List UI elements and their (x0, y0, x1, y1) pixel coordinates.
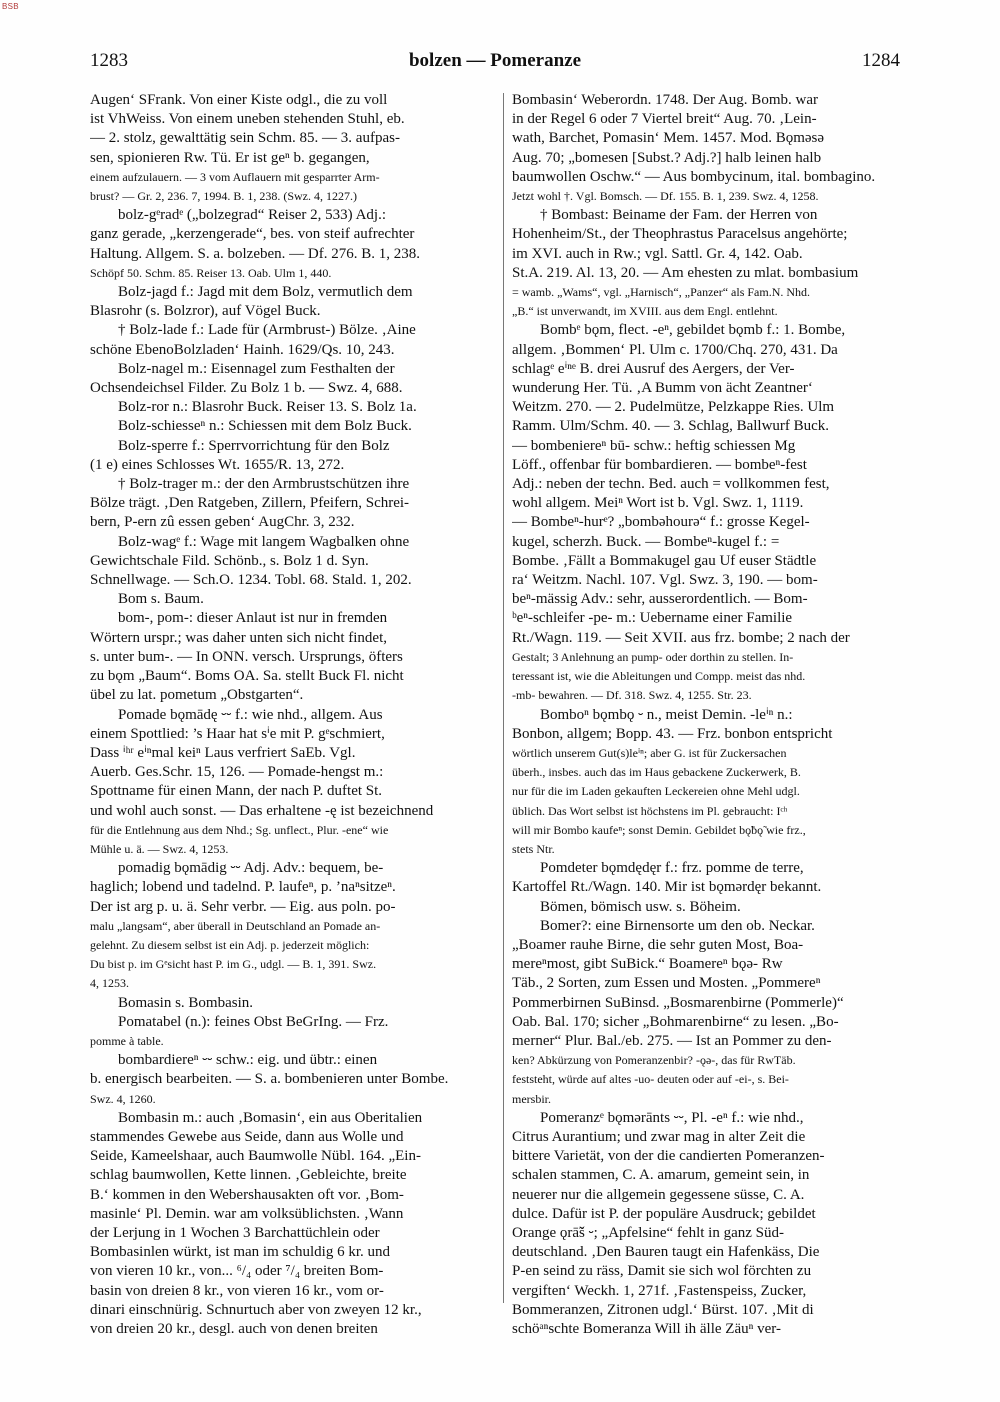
right-text-line: will mir Bombo kaufeⁿ; sonst Demin. Gebildet bǫ̃bǫ̃ wie frz., (512, 822, 806, 837)
column-divider (503, 93, 504, 1303)
right-text-line: nur für die im Laden gekauften Leckereien ohne Mehl udgl. (512, 784, 800, 799)
right-text-line: Oab. Bal. 170; sicher „Bohmarenbirne“ zu lesen. „Bo- (512, 1013, 839, 1030)
left-text-line: (1 e) eines Schlosses Wt. 1655/R. 13, 272. (90, 456, 345, 473)
page-number-left: 1283 (90, 50, 128, 71)
left-text-line: malu „langsam“, aber überall in Deutschland an Pomade an- (90, 918, 381, 933)
right-text-line: ken? Abkürzung von Pomeranzenbir? -ǫə-, das für RwTäb. (512, 1053, 796, 1068)
right-text-line: Bombᵉ bǫm, flect. -eⁿ, gebildet bǫmb f.: 1. Bombe, (540, 322, 846, 339)
left-text-line: b. energisch bearbeiten. — S. a. bombenieren unter Bombe. (90, 1071, 449, 1088)
left-text-line: der Lerjung in 1 Wochen 3 Barchattüchlein oder (90, 1224, 380, 1241)
right-text-line: wörtlich unserem Gut(s)leⁱⁿ; aber G. ist für Zuckersachen (512, 745, 787, 760)
left-text-line: für die Entlehnung aus dem Nhd.; Sg. unflect., Plur. -ene“ wie (90, 822, 389, 837)
right-text-line: Bomboⁿ bǫmbǫ ⏑ n., meist Demin. -leⁱⁿ n.: (540, 706, 793, 723)
left-text-line: Wörtern urspr.; was daher unten sich nicht findet, (90, 629, 387, 646)
right-text-line: Aug. 70; „bomesen [Subst.? Adj.?] halb leinen halb (512, 149, 822, 166)
right-text-line: üblich. Das Wort selbst ist höchstens im Pl. gebraucht: Iᶜʰ (512, 803, 788, 818)
right-text-line: dulce. Dafür ist P. der populäre Ausdruck; gebildet (512, 1205, 816, 1222)
left-text-line: pomme à table. (90, 1033, 164, 1048)
left-text-line: † Bolz-lade f.: Lade für (Armbrust-) Bölze. ‚Aine (118, 322, 416, 339)
left-text-line: Dass ⁱʰʳ eⁱⁿmal keiⁿ Laus verfriert SaEb. Vgl. (90, 744, 356, 761)
left-text-line: Seide, Kameelshaar, auch Baumwolle Nübl. 164. „Ein- (90, 1148, 421, 1165)
right-text-line: neuerer nur die allgemein gegessene süsse, C. A. (512, 1186, 805, 1203)
right-text-line: überh., insbes. auch das im Haus gebackene Zuckerwerk, B. (512, 765, 801, 780)
right-text-line: Bombasin‘ Weberordn. 1748. Der Aug. Bomb. war (512, 92, 818, 108)
left-text-line: ganz gerade, „kerzengerade“, bes. von steif aufrechter (90, 226, 415, 243)
right-text-line: feststeht, würde auf altes -uo- deuten oder auf -ei-, s. Bei- (512, 1072, 789, 1087)
left-text-line: s. unter bum-. — In ONN. versch. Ursprungs, öfters (90, 648, 403, 665)
left-text-line: Bom s. Baum. (118, 591, 204, 608)
right-text-line: St.A. 219. Al. 13, 20. — Am ehesten zu mlat. bombasium (512, 264, 859, 281)
right-text-line: Weitzm. 270. — 2. Pudelmütze, Pelzkappe Ries. Ulm (512, 399, 835, 416)
left-column-text (90, 91, 496, 1339)
left-text-line: B.‘ kommen in den Webershausakten oft vor. ‚Bom- (90, 1186, 404, 1203)
left-text-line: Bomasin s. Bombasin. (118, 994, 254, 1011)
right-text-line: Jetzt wohl †. Vgl. Bomsch. — Df. 155. B. 1, 239. Swz. 4, 1258. (512, 189, 819, 204)
left-text-line: Pomatabel (n.): feines Obst BeGrIng. — Frz. (118, 1013, 389, 1030)
right-text-line: Gestalt; 3 Anlehnung an pump- oder dorthin zu stellen. In- (512, 649, 794, 664)
right-text-line: Hohenheim/St., der Theophrastus Paracelsus angehörte; (512, 226, 848, 243)
right-text-line: Pomeranzᵉ bǫmərānts ⏑⏑, Pl. -eⁿ f.: wie nhd., (540, 1109, 804, 1126)
left-text-line: einem aufzulauern. — 3 vom Auflauern mit gesparrter Arm- (90, 169, 380, 184)
left-text-line: Pomade bǫmādę ⏑⏑ f.: wie nhd., allgem. Aus (118, 706, 383, 723)
left-text-line: von dreien 20 kr., desgl. auch von denen breiten (90, 1321, 378, 1337)
right-text-line: baumwollen Oschw.“ — Aus bombycinum, ital. bombagino. (512, 168, 876, 185)
left-text-line: Bolz-ror n.: Blasrohr Buck. Reiser 13. S. Bolz 1a. (118, 399, 417, 416)
right-text-line: wohl allgem. Meiⁿ Wort ist b. Vgl. Swz. 1, 1119. (512, 495, 804, 512)
left-text-line: Blasrohr (s. Bolzror), auf Vögel Buck. (90, 303, 321, 320)
left-text-line: übel zu lat. pometum „Obstgarten“. (90, 687, 304, 704)
right-text-line: Adj.: neben der techn. Bed. auch = vollkommen fest, (512, 476, 830, 493)
left-text-line: Bolz-jagd f.: Jagd mit dem Bolz, vermutlich dem (118, 284, 413, 301)
right-text-line: ra‘ Weitzm. Nachl. 107. Vgl. Swz. 3, 190. — bom- (512, 572, 818, 589)
right-column-text (512, 91, 918, 1339)
left-text-line: Schöpf 50. Schm. 85. Reiser 13. Oab. Ulm 1, 440. (90, 265, 332, 280)
right-text-line: schalen stammen, C. A. amarum, gemeint sein, in (512, 1167, 810, 1184)
right-text-line: teressant ist, wie die Ableitungen und Compp. meist das nhd. (512, 669, 806, 684)
right-text-line: allgem. ‚Bommen‘ Pl. Ulm c. 1700/Chq. 270, 431. Da (512, 341, 838, 358)
library-stamp: BSB (2, 2, 19, 11)
right-text-line: beⁿ-mässig Adv.: sehr, ausserordentlich. — Bom- (512, 591, 808, 608)
right-text-line: deutschland. ‚Den Bauren taugt ein Hafenkäss, Die (512, 1244, 820, 1261)
left-text-line: Haltung. Allgem. S. a. bolzeben. — Df. 276. B. 1, 238. (90, 245, 420, 262)
left-text-line: bolz-gᵉradᵉ („bolzegrad“ Reiser 2, 533) Adj.: (118, 207, 387, 224)
left-text-line: Bölze trägt. ‚Den Ratgeben, Zillern, Pfeifern, Schrei- (90, 495, 410, 512)
right-text-line: bittere Varietät, von der die candierten Pomeranzen- (512, 1148, 825, 1165)
left-text-line: Bombasin m.: auch ‚Bomasin‘, ein aus Oberitalien (118, 1109, 423, 1126)
left-text-line: dinari einschnürig. Schnurtuch aber von zweyen 12 kr., (90, 1301, 422, 1318)
left-text-line: 4, 1253. (90, 976, 129, 991)
right-text-line: Bonbon, allgem; Bopp. 43. — Frz. bonbon entspricht (512, 725, 833, 742)
left-text-line: Spottname für einen Mann, der nach P. duftet St. (90, 783, 383, 800)
left-text-line: basin von dreien 8 kr., von vieren 16 kr., vom or- (90, 1282, 384, 1299)
left-text-line: pomadig bǫmādig ⏑⏑ Adj. Adv.: bequem, be- (118, 860, 384, 877)
left-text-line: ist VhWeiss. Von einem uneben stehenden Stuhl, eb. (90, 111, 405, 128)
left-text-line: Bolz-sperre f.: Sperrvorrichtung für den Bolz (118, 437, 390, 454)
right-text-line: † Bombast: Beiname der Fam. der Herren von (540, 207, 818, 224)
left-text-line: Bombasinlen würkt, ist man im schuldig 6 kr. und (90, 1244, 390, 1261)
right-text-line: wath, Barchet, Pomasin‘ Mem. 1457. Mod. Bǫməsə (512, 130, 825, 147)
left-text-line: von vieren 10 kr., von... ⁶/₄ oder ⁷/₄ breiten Bom- (90, 1263, 384, 1280)
right-text-line: -mb- bewahren. — Df. 318. Swz. 4, 1255. Str. 23. (512, 688, 752, 703)
left-text-line: bern, P-ern zû essen geben‘ AugChr. 3, 232. (90, 514, 355, 531)
right-text-line: ᵇeⁿ-schleifer -pe- m.: Uebername einer Familie (512, 610, 793, 627)
right-text-line: Kartoffel Rt./Wagn. 140. Mir ist bǫmərdęr bekannt. (512, 879, 822, 896)
page-number-right: 1284 (862, 50, 900, 71)
right-text-line: kugel, scherzh. Buck. — Bombeⁿ-kugel f.: = (512, 533, 780, 550)
page-header (90, 50, 900, 78)
left-text-line: masinle‘ Pl. Demin. war am volksüblichsten. ‚Wann (90, 1205, 404, 1222)
right-column (512, 91, 918, 1339)
left-text-line: stammendes Gewebe aus Seide, dann aus Wolle und (90, 1128, 404, 1145)
right-text-line: in der Regel 6 oder 7 Viertel breit“ Aug. 70. ‚Lein- (512, 111, 817, 128)
right-text-line: „B.“ ist unverwandt, im XVIII. aus dem Engl. entlehnt. (512, 304, 778, 319)
right-text-line: mereⁿmost, gibt SuBick.“ Boamereⁿ bǫə- Rw (512, 956, 783, 973)
right-text-line: „Boamer rauhe Birne, die sehr guten Most, Boa- (512, 936, 804, 953)
left-text-line: und wohl auch sonst. — Das erhaltene -ę ist bezeichnend (90, 802, 434, 819)
right-text-line: — bombeniereⁿ bū- schw.: heftig schiessen Mg (512, 437, 796, 454)
left-text-line: brust? — Gr. 2, 236. 7, 1994. B. 1, 238. (Swz. 4, 1227.) (90, 189, 357, 204)
left-text-line: Augen‘ SFrank. Von einer Kiste odgl., die zu voll (90, 92, 388, 108)
left-text-line: Schnellwage. — Sch.O. 1234. Tobl. 68. Stald. 1, 202. (90, 572, 412, 589)
right-text-line: schöᵃⁿschte Bomeranza Will ih älle Zäuⁿ ver- (512, 1321, 781, 1337)
right-text-line: Orange ǫrā̃š ⏑; „Apfelsine“ fehlt in ganz Süd- (512, 1224, 784, 1241)
left-text-line: Ochsendeichsel Filder. Zu Bolz 1 b. — Swz. 4, 688. (90, 380, 403, 397)
left-text-line: Mühle u. ä. — Swz. 4, 1253. (90, 841, 229, 856)
right-text-line: Bömen, bömisch usw. s. Böheim. (540, 898, 741, 915)
left-text-line: † Bolz-trager m.: der den Armbrustschützen ihre (118, 476, 410, 493)
left-text-line: Bolz-schiesseⁿ n.: Schiessen mit dem Bolz Buck. (118, 418, 412, 435)
right-text-line: P-en seind zu räss, Damit sie sich wol förchten zu (512, 1263, 812, 1280)
left-text-line: sen, spionieren Rw. Tü. Er ist geⁿ b. gegangen, (90, 149, 370, 166)
left-text-line: Bolz-wagᵉ f.: Wage mit langem Wagbalken ohne (118, 533, 410, 550)
right-text-line: Citrus Aurantium; und zwar mag in alter Zeit die (512, 1128, 806, 1145)
left-text-line: schöne EbenoBolzladen‘ Hainh. 1629/Qs. 10, 243. (90, 341, 395, 358)
right-text-line: Bommeranzen, Zitronen udgl.‘ Bürst. 107. ‚Mit di (512, 1301, 814, 1318)
right-text-line: Ramm. Ulm/Schm. 40. — 3. Schlag, Ballwurf Buck. (512, 418, 830, 435)
left-text-line: Gewichtschale Fild. Schönb., s. Bolz 1 d. Syn. (90, 552, 369, 569)
right-text-line: stets Ntr. (512, 841, 555, 856)
left-text-line: Der ist arg p. u. ä. Sehr verbr. — Eig. aus poln. po- (90, 898, 396, 915)
left-text-line: — 2. stolz, gewalttätig sein Schm. 85. — 3. aufpas- (90, 130, 400, 147)
right-text-line: wunderung Her. Tü. ‚A Bumm von ächt Zeantner‘ (512, 380, 813, 397)
left-text-line: Auerb. Ges.Schr. 15, 126. — Pomade-hengst m.: (90, 764, 384, 781)
right-text-line: Rt./Wagn. 119. — Seit XVII. aus frz. bombe; 2 nach der (512, 629, 850, 646)
left-text-line: haglich; lobend und tadelnd. P. laufeⁿ, p. ’naⁿsitzeⁿ. (90, 879, 396, 896)
right-text-line: Bombe. ‚Fällt a Bommakugel gau Uf euser Städtle (512, 552, 817, 569)
left-text-line: schlag baumwollen, Kette linnen. ‚Gebleichte, breite (90, 1167, 407, 1184)
right-text-line: Pommerbirnen SuBinsd. „Bosmarenbirne (Pommerle)“ (512, 994, 844, 1011)
left-text-line: bombardiereⁿ ⏑⏑ schw.: eig. und übtr.: einen (118, 1052, 378, 1069)
left-text-line: Swz. 4, 1260. (90, 1091, 156, 1106)
right-text-line: merner“ Plur. Bal./eb. 275. — Ist an Pommer zu den- (512, 1032, 832, 1049)
left-column (90, 91, 496, 1339)
right-text-line: Pomdeter bǫmdędęr f.: frz. pomme de terre, (540, 860, 804, 877)
left-text-line: Bolz-nagel m.: Eisennagel zum Festhalten der (118, 360, 395, 377)
right-text-line: im XVI. auch in Rw.; vgl. Sattl. Gr. 4, 142. Oab. (512, 245, 803, 262)
running-title: bolzen — Pomeranze (408, 50, 581, 71)
right-text-line: = wamb. „Wams“, vgl. „Harnisch“, „Panzer“ als Fam.N. Nhd. (512, 285, 811, 300)
left-text-line: einem Spottlied: ’s Haar hat sⁱe mit P. gᵉschmiert, (90, 725, 385, 742)
right-text-line: Täb., 2 Sorten, zum Essen und Mosten. „Pommereⁿ (512, 975, 821, 992)
right-text-line: — Bombeⁿ-hurᵉ? „bombǝhourǝ“ f.: grosse Kegel- (512, 514, 810, 531)
left-text-line: bom-, pom-: dieser Anlaut ist nur in fremden (118, 610, 388, 627)
right-text-line: Löff., offenbar für bombardieren. — bombeⁿ-fest (512, 456, 807, 473)
right-text-line: Bomer?: eine Birnensorte um den ob. Neckar. (540, 917, 815, 934)
right-text-line: mersbir. (512, 1091, 551, 1106)
left-text-line: gelehnt. Zu diesem selbst ist ein Adj. p. jederzeit möglich: (90, 937, 370, 952)
right-text-line: vergiften‘ Weckh. 1, 271f. ‚Fastenspeiss, Zucker, (512, 1282, 807, 1299)
left-text-line: zu bǫm „Baum“. Boms OA. Sa. stellt Buck Fl. nicht (90, 668, 404, 685)
right-text-line: schlagᵉ eⁱⁿᵉ B. drei Ausruf des Aergers, der Ver- (512, 360, 795, 377)
left-text-line: Du bist p. im Gᵉsicht hast P. im G., udgl. — B. 1, 391. Swz. (90, 957, 377, 972)
